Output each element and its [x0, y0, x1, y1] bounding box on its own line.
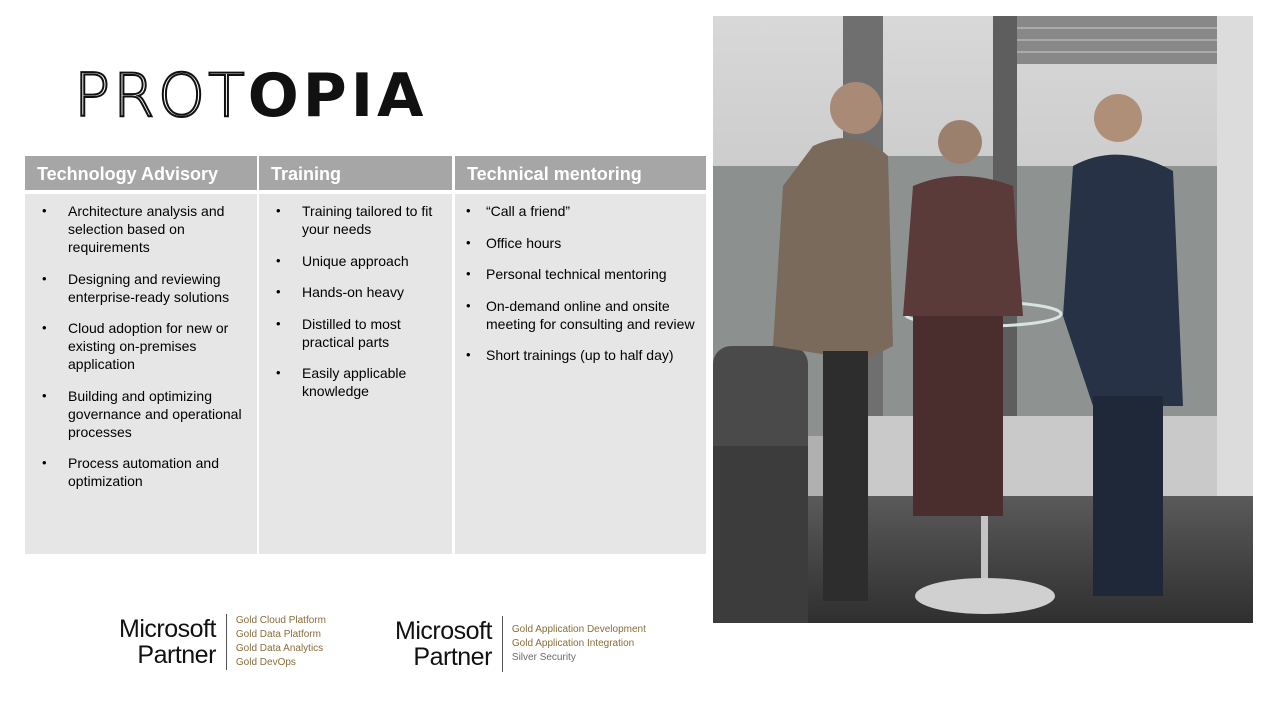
competency-list	[512, 623, 646, 665]
column-technical-mentoring	[455, 156, 706, 554]
competency-item: Gold Cloud Platform	[235, 615, 326, 626]
list-item-text: Cloud adoption for new or existing on-premises application	[68, 320, 229, 372]
list-item	[259, 283, 452, 301]
list-item	[25, 319, 257, 373]
bullet-list	[25, 194, 257, 490]
list-item-text: Distilled to most practical parts	[302, 315, 401, 350]
list-item-text: “Call a friend”	[486, 203, 571, 219]
wordmark-line1: Microsoft	[395, 617, 492, 645]
column-training	[259, 156, 452, 554]
divider	[502, 616, 503, 672]
logo-text-bold: OPIA	[247, 61, 428, 131]
list-item	[259, 202, 452, 238]
list-item	[455, 346, 706, 364]
bullet-list	[455, 194, 706, 364]
list-item-text: On-demand online and onsite meeting for consulting and review	[486, 297, 695, 332]
services-table	[25, 156, 706, 554]
list-item	[455, 234, 706, 252]
bullet-icon: •	[276, 252, 281, 268]
competency-item: Gold Data Platform	[235, 629, 321, 640]
list-item-text: Designing and reviewing enterprise-ready solutions	[68, 270, 230, 305]
list-item	[455, 265, 706, 283]
bullet-icon: •	[42, 203, 47, 218]
competency-item: Gold DevOps	[235, 657, 296, 668]
microsoft-partner-wordmark	[119, 616, 216, 668]
bullet-icon: •	[42, 320, 47, 335]
list-item	[25, 387, 257, 441]
column-header: Technology Advisory	[25, 156, 257, 190]
column-header: Training	[259, 156, 452, 190]
list-item-text: Office hours	[486, 234, 562, 251]
list-item	[25, 454, 257, 490]
competency-list	[236, 614, 326, 670]
bullet-icon: •	[466, 347, 471, 362]
wordmark-line2: Partner	[137, 641, 216, 669]
column-body	[25, 194, 257, 554]
competency-item: Gold Application Integration	[511, 638, 635, 649]
bullet-icon: •	[276, 365, 281, 380]
bullet-icon: •	[276, 203, 281, 218]
list-item	[455, 297, 706, 333]
microsoft-partner-badge	[395, 616, 646, 672]
bullet-icon: •	[466, 234, 471, 250]
bullet-icon: •	[466, 297, 471, 313]
list-item-text: Process automation and optimization	[68, 455, 219, 489]
list-item-text: Easily applicable knowledge	[302, 365, 407, 399]
list-item-text: Architecture analysis and selection based on requirements	[68, 203, 225, 255]
list-item-text: Building and optimizing governance and operational processes	[68, 387, 242, 440]
bullet-icon: •	[276, 284, 281, 299]
wordmark-line2: Partner	[413, 643, 492, 671]
list-item-text: Unique approach	[302, 252, 409, 269]
microsoft-partner-badge	[119, 614, 326, 670]
list-item	[25, 270, 257, 306]
column-header: Technical mentoring	[455, 156, 706, 190]
column-body	[259, 194, 452, 554]
bullet-icon: •	[276, 315, 281, 331]
microsoft-partner-wordmark	[395, 618, 492, 670]
bullet-list	[259, 194, 452, 400]
team-photo	[713, 16, 1253, 623]
list-item	[259, 315, 452, 351]
competency-item: Silver Security	[511, 652, 576, 663]
divider	[226, 614, 227, 670]
team-photo-illustration	[713, 16, 1253, 623]
list-item-text: Training tailored to fit your needs	[302, 203, 433, 237]
list-item-text: Personal technical mentoring	[486, 266, 667, 282]
list-item-text: Short trainings (up to half day)	[486, 347, 674, 363]
column-technology-advisory	[25, 156, 257, 554]
competency-item: Gold Application Development	[511, 624, 646, 635]
bullet-icon: •	[42, 455, 47, 470]
bullet-icon: •	[42, 387, 47, 403]
column-body	[455, 194, 706, 554]
bullet-icon: •	[466, 203, 471, 218]
list-item	[259, 252, 452, 270]
logo-text-thin: PROT	[74, 61, 248, 131]
protopia-logo	[74, 61, 428, 131]
list-item	[25, 202, 257, 256]
list-item-text: Hands-on heavy	[302, 284, 404, 300]
list-item	[259, 364, 452, 400]
bullet-icon: •	[466, 266, 471, 281]
wordmark-line1: Microsoft	[119, 615, 216, 643]
bullet-icon: •	[42, 270, 47, 286]
list-item	[455, 202, 706, 220]
competency-item: Gold Data Analytics	[235, 643, 324, 654]
